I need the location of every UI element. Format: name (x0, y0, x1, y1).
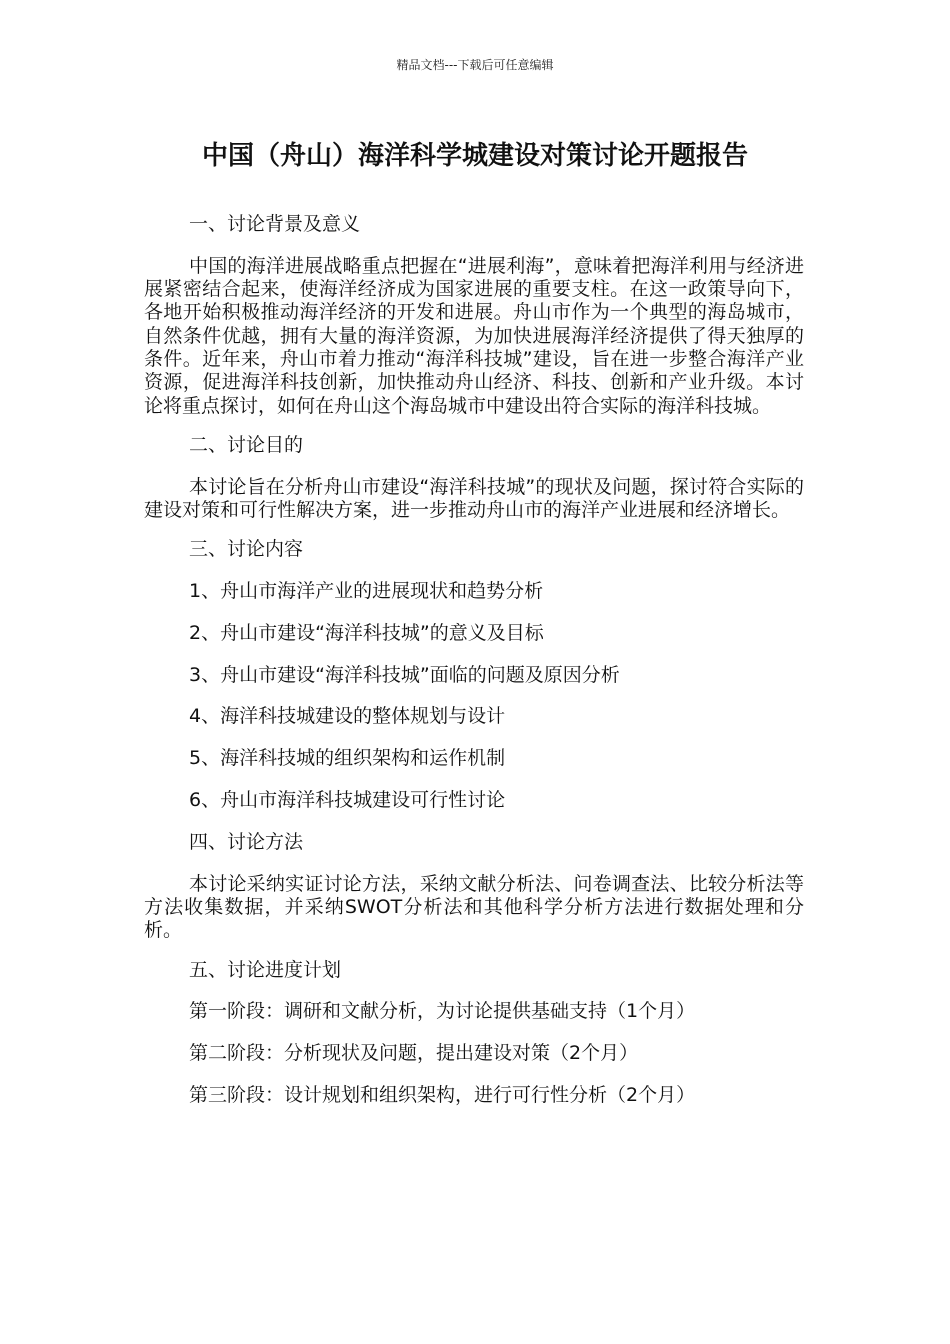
schedule-list-item: 第三阶段：设计规划和组织架构，进行可行性分析（2个月） (189, 1083, 696, 1106)
content-list-item: 4、海洋科技城建设的整体规划与设计 (189, 705, 506, 728)
section-body-method: 本讨论采纳实证讨论方法，采纳文献分析法、问卷调查法、比较分析法等方法收集数据，并采纳SWOT分析法和其他科学分析方法进行数据处理和分析。 (144, 872, 804, 942)
section-heading-content: 三、讨论内容 (189, 538, 304, 561)
section-heading-method: 四、讨论方法 (189, 830, 304, 853)
content-list-item: 6、舟山市海洋科技城建设可行性讨论 (189, 789, 506, 812)
section-heading-purpose: 二、讨论目的 (189, 433, 304, 456)
document-title: 中国（舟山）海洋科学城建设对策讨论开题报告 (201, 141, 748, 171)
schedule-list-item: 第二阶段：分析现状及问题，提出建设对策（2个月） (189, 1042, 639, 1065)
content-list-item: 5、海洋科技城的组织架构和运作机制 (189, 747, 506, 770)
content-list-item: 2、舟山市建设“海洋科技城”的意义及目标 (189, 621, 544, 644)
section-body-background: 中国的海洋进展战略重点把握在“进展利海”，意味着把海洋利用与经济进展紧密结合起来，使海洋经济成为国家进展的重要支柱。在这一政策导向下，各地开始积极推动海洋经济的开发和进展。舟山市作为一个典型的海岛城市，自然条件优越，拥有大量的海洋资源，为加快进展海洋经济提供了得天独厚的条件。近年来，舟山市着力推动“海洋科技城”建设，旨在进一步整合海洋产业资源，促进海洋科技创新，加快推动舟山经济、科技、创新和产业升级。本讨论将重点探讨，如何在舟山这个海岛城市中建设出符合实际的海洋科技城。 (144, 254, 804, 417)
schedule-list-item: 第一阶段：调研和文献分析，为讨论提供基础支持（1个月） (189, 1000, 696, 1023)
section-body-purpose: 本讨论旨在分析舟山市建设“海洋科技城”的现状及问题，探讨符合实际的建设对策和可行性解决方案，进一步推动舟山市的海洋产业进展和经济增长。 (144, 475, 804, 521)
section-heading-background: 一、讨论背景及意义 (189, 213, 361, 235)
page-header-note: 精品文档---下载后可任意编辑 (396, 58, 554, 72)
content-list-item: 1、舟山市海洋产业的进展现状和趋势分析 (189, 580, 544, 603)
section-heading-schedule: 五、讨论进度计划 (189, 958, 342, 981)
document-body (144, 213, 804, 1126)
content-list-item: 3、舟山市建设“海洋科技城”面临的问题及原因分析 (189, 663, 620, 686)
